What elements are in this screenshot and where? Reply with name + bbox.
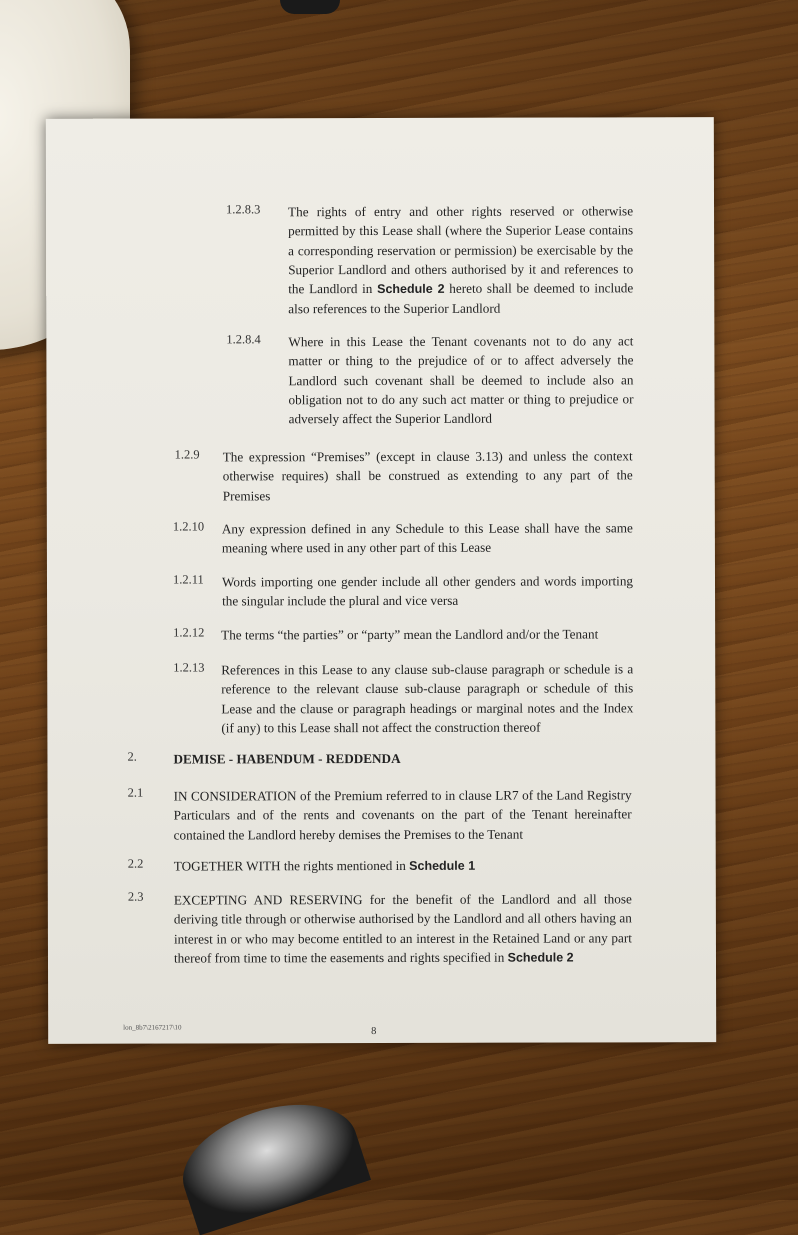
clause-text-129: The expression “Premises” (except in clause 3.13) and unless the context otherwise requires) shall be construed as extending to any part of the Premises (222, 448, 633, 504)
clause-text-23: EXCEPTING AND RESERVING for the benefit of the Landlord and all those deriving title through or otherwise authorised by the Landlord and all others having an interest in or who may become entitled to an interest in the Retained Land or any part thereof from time to time the easements and rights specified in Schedule 2 (173, 891, 632, 966)
clause-number-1212: 1.2.12 (173, 625, 205, 640)
dark-object-top (280, 0, 340, 14)
document-reference: lon_8b7\2167217\10 (123, 1023, 182, 1032)
schedule-2-reference: Schedule 2 (377, 282, 445, 297)
clause-number-129: 1.2.9 (174, 447, 200, 462)
clause-number-1213: 1.2.13 (173, 660, 205, 675)
clause-text-1283: The rights of entry and other rights reserved or otherwise permitted by this Lease shall (where the Superior Lease contains a corresponding reservation or permission) be exercisable by the Superior Landlord and others authorised by it and references to the Landlord in Schedule 2 hereto shall be deemed to include also references to the Superior Landlord (288, 203, 634, 317)
page-number: 8 (371, 1026, 377, 1038)
schedule-2-reference-2: Schedule 2 (507, 950, 574, 965)
section-heading-demise: DEMISE - HABENDUM - REDDENDA (173, 750, 401, 767)
clause-text-1211: Words importing one gender include all other genders and words importing the singular include the plural and vice versa (221, 573, 634, 609)
clause-number-1284: 1.2.8.4 (226, 332, 261, 347)
document-page (46, 117, 716, 1044)
clause-number-1211: 1.2.11 (172, 572, 204, 587)
metal-object-bottom (169, 1085, 371, 1235)
clause-number-21: 2.1 (127, 785, 144, 800)
clause-text-22: TOGETHER WITH the rights mentioned in Schedule 1 (173, 857, 476, 874)
clause-number-2: 2. (127, 749, 137, 764)
clause-text-21: IN CONSIDERATION of the Premium referred to in clause LR7 of the Land Registry Particulars and of the rents and covenants on the part of the Tenant hereinafter contained the Landlord hereby demises the Premises to the Tenant (173, 787, 632, 843)
clause-number-1283: 1.2.8.3 (226, 202, 261, 217)
clause-text-1210: Any expression defined in any Schedule to this Lease shall have the same meaning where used in any other part of this Lease (221, 520, 633, 556)
clause-text-1212: The terms “the parties” or “party” mean the Landlord and/or the Tenant (221, 626, 599, 643)
clause-number-1210: 1.2.10 (172, 519, 205, 534)
clause-text-1284: Where in this Lease the Tenant covenants not to do any act matter or thing to the prejudice of or to affect adversely the Landlord such covenant shall be deemed to include also an obligation not to do any such act matter or thing to prejudice or adversely affect the Superior Landlord (288, 333, 634, 427)
schedule-1-reference: Schedule 1 (409, 858, 476, 873)
clause-number-23: 2.3 (127, 889, 144, 904)
clause-text-1213: References in this Lease to any clause sub-clause paragraph or schedule is a reference to the relevant clause sub-clause paragraph or schedule of this Lease and the clause or paragraph headings or marginal notes and the Index (if any) to this Lease shall not affect the construction thereof (221, 661, 634, 736)
clause-number-22: 2.2 (127, 856, 144, 871)
